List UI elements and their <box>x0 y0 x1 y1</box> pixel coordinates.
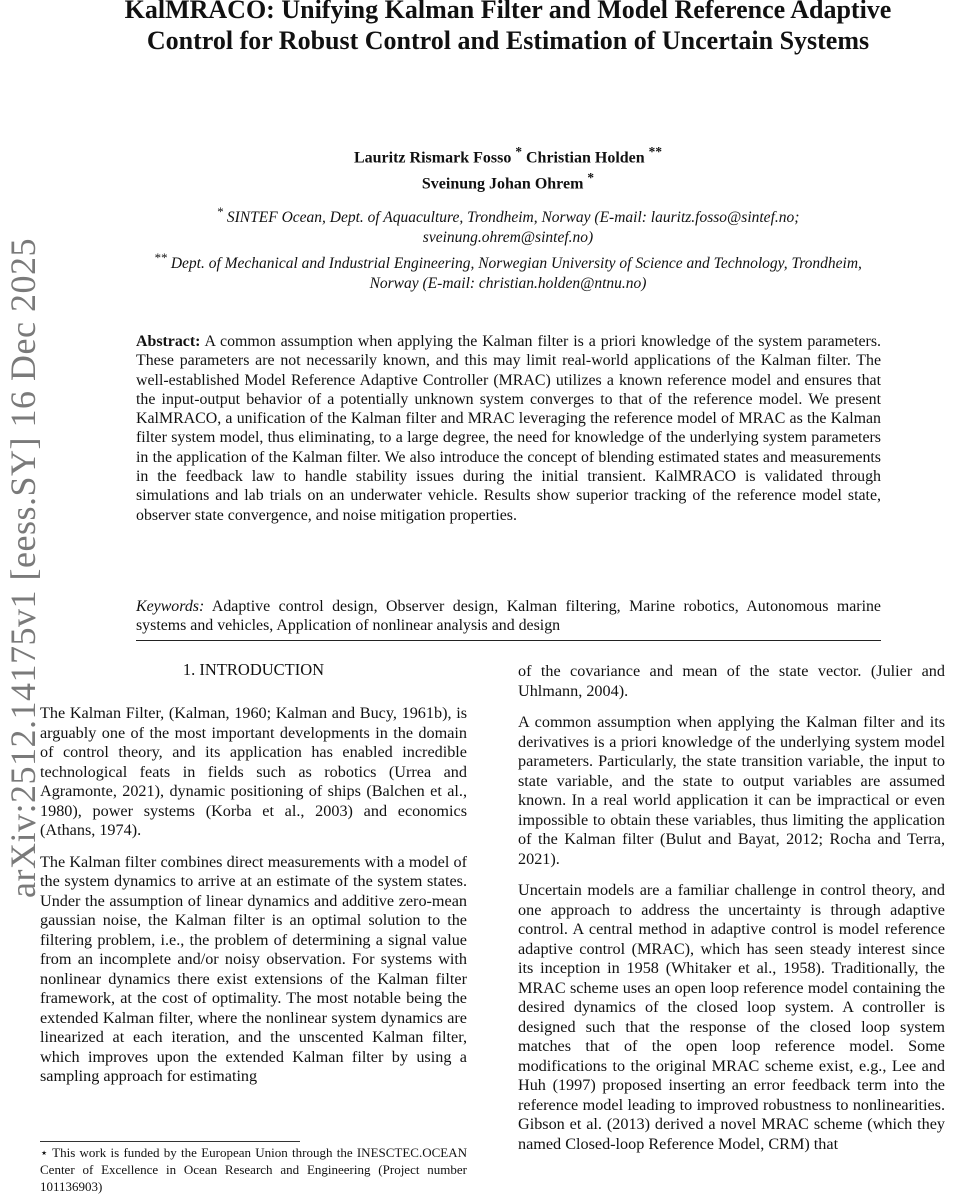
paragraph: The Kalman filter combines direct measurements with a model of the system dynamics to arrive at an estimate of the system states. Under the assumption of linear dynamics and additive zero-mean gaussian noise, the Kalman filter is an optimal solution to the filtering problem, i.e., the problem of determining a signal value from an incomplete and/or noisy observation. For systems with nonlinear dynamics there exist extensions of the Kalman filter framework, at the cost of optimality. The most notable being the extended Kalman filter, where the nonlinear system dynamics are linearized at each iteration, and the unscented Kalman filter, which improves upon the extended Kalman filter by using a sampling approach for estimating <box>40 852 467 1085</box>
author-name: Lauritz Rismark Fosso <box>353 149 512 167</box>
keywords-label: Keywords: <box>136 598 205 615</box>
footnote <box>40 1144 467 1195</box>
paragraph: of the covariance and mean of the state vector. (Julier and Uhlmann, 2004). <box>518 662 945 700</box>
right-column <box>518 662 945 1166</box>
affiliation-mark: * <box>216 204 224 219</box>
author-name: Christian Holden <box>525 149 645 167</box>
author-affiliation-mark: ** <box>648 144 662 159</box>
author-affiliation-mark: * <box>587 170 595 186</box>
keywords <box>136 597 881 636</box>
affiliation-text: Dept. of Mechanical and Industrial Engineering, Norwegian University of Science and Technology, Trondheim, Norway (E-mail: christian.holden@ntnu.no) <box>170 255 862 293</box>
affiliation-text: SINTEF Ocean, Dept. of Aquaculture, Trondheim, Norway (E-mail: lauritz.fosso@sintef.no; sveinung.ohrem@sintef.no) <box>226 209 800 247</box>
footnote-text: This work is funded by the European Union through the INESCTEC.OCEAN Center of Excellence in Ocean Research and Engineering (Project number 101136903) <box>40 1145 467 1194</box>
paragraph: Uncertain models are a familiar challenge in control theory, and one approach to address the uncertainty is through adaptive control. A central method in adaptive control is model reference adaptive control (MRAC), which has seen steady interest since its inception in 1958 (Whitaker et al., 1958). Traditionally, the MRAC scheme uses an open loop reference model containing the desired dynamics of the closed loop system. A controller is designed such that the response of the closed loop system matches that of the open loop reference model. Some modifications to the original MRAC scheme exist, e.g., Lee and Huh (1997) proposed inserting an error feedback term into the reference model leading to improved robustness to nonlinearities. Gibson et al. (2013) derived a novel MRAC scheme (which they named Closed-loop Reference Model, CRM) that <box>518 881 945 1153</box>
abstract <box>136 332 881 525</box>
arxiv-identifier: arXiv:2512.14175v1 [eess.SY] 16 Dec 2025 <box>3 238 43 898</box>
affiliation-mark: ** <box>154 250 167 266</box>
paragraph: The Kalman Filter, (Kalman, 1960; Kalman and Bucy, 1961b), is arguably one of the most important developments in the domain of control theory, and its application has enabled incredible technological feats in fields such as robotics (Urrea and Agramonte, 2021), dynamic positioning of ships (Balchen et al., 1980), power systems (Korba et al., 2003) and economics (Athans, 1974). <box>40 704 467 839</box>
keywords-text: Adaptive control design, Observer design, Kalman filtering, Marine robotics, Autonomous marine systems and vehicles, Application of nonlinear analysis and design <box>136 598 881 635</box>
abstract-divider <box>136 640 881 641</box>
affiliation-sintef <box>150 202 866 248</box>
left-column <box>40 704 467 1099</box>
footnote-divider <box>40 1141 300 1142</box>
abstract-text: A common assumption when applying the Kalman filter is a priori knowledge of the system parameters. These parameters are not necessarily known, and this may limit real-world applications of the Kalman filter. The well-established Model Reference Adaptive Controller (MRAC) utilizes a known reference model and ensures that the input-output behavior of a potentially unknown system converges to that of the reference model. We present KalMRACO, a unification of the Kalman filter and MRAC leveraging the reference model of MRAC as the Kalman filter system model, thus eliminating, to a large degree, the need for knowledge of the underlying system parameters in the application of the Kalman filter. We also introduce the concept of blending estimated states and measurements in the feedback law to handle stability issues during the initial transient. KalMRACO is validated through simulations and lab trials on an underwater vehicle. Results show superior tracking of the reference model state, observer state convergence, and noise mitigation properties. <box>136 333 881 524</box>
section-heading-introduction: 1. INTRODUCTION <box>182 660 325 679</box>
footnote-mark: ⋆ <box>40 1145 49 1160</box>
author-name: Sveinung Johan Ohrem <box>421 175 584 193</box>
affiliations <box>150 202 866 294</box>
author-list <box>120 142 896 195</box>
paragraph: A common assumption when applying the Kalman filter and its derivatives is a priori knowledge of the underlying system model parameters. Particularly, the state transition variable, the input to state variable, and the state to output variables are assumed known. In a real world application it can be impractical or even impossible to obtain these variables, thus limiting the application of the Kalman filter (Bulut and Bayat, 2012; Rocha and Terra, 2021). <box>518 713 945 868</box>
affiliation-ntnu <box>150 248 866 294</box>
paper-title: KalMRACO: Unifying Kalman Filter and Model Reference Adaptive Control for Robust Control and Estimation of Uncertain Systems <box>124 0 892 55</box>
author-affiliation-mark: * <box>515 144 522 159</box>
abstract-label: Abstract: <box>136 333 201 350</box>
